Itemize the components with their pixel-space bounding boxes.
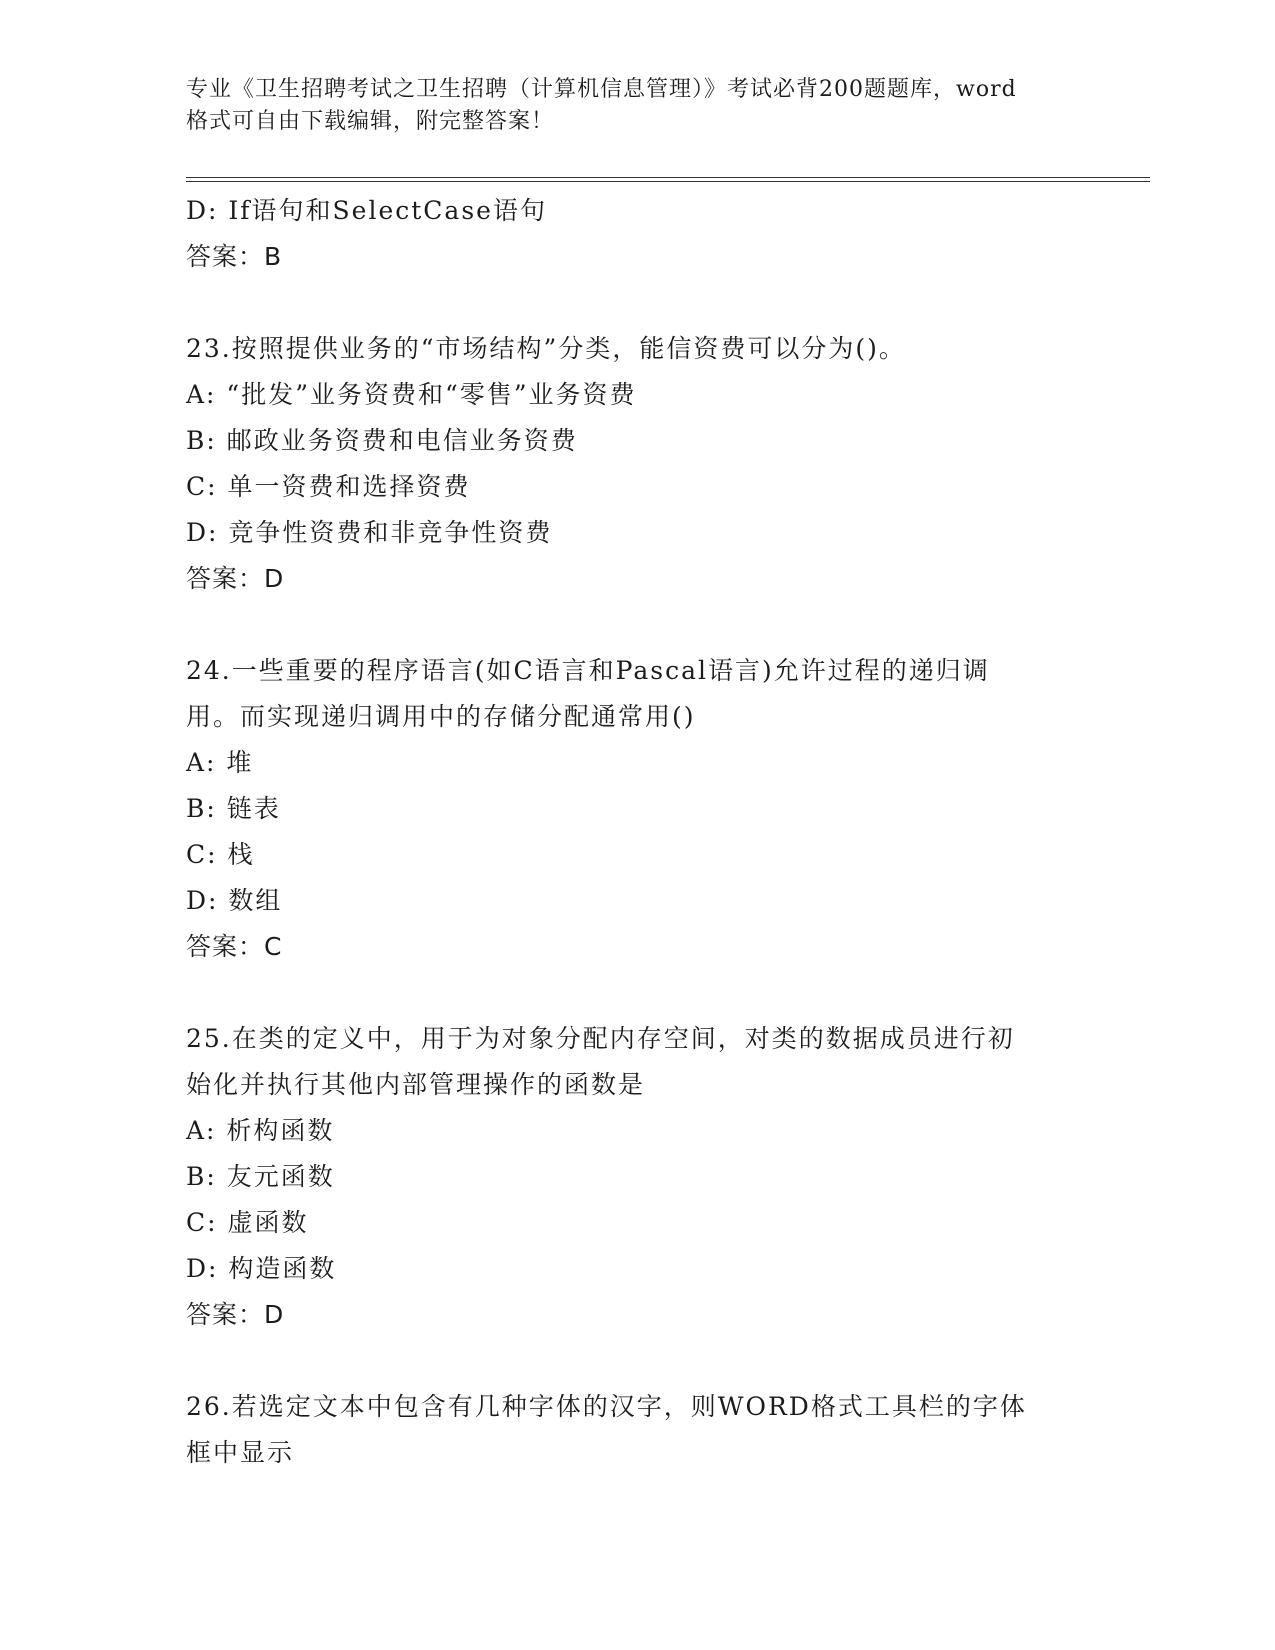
question-stem-line-1: 24.一些重要的程序语言(如C语言和Pascal语言)允许过程的递归调 — [186, 656, 990, 685]
question-23 — [186, 326, 1126, 602]
header-divider — [186, 177, 1150, 182]
question-stem-line-1: 25.在类的定义中，用于为对象分配内存空间，对类的数据成员进行初 — [186, 1024, 1015, 1053]
option-b: B: 友元函数 — [186, 1162, 335, 1191]
question-stem-line-2: 框中显示 — [186, 1438, 295, 1467]
option-b: B: 链表 — [186, 794, 281, 823]
option-d: D: 构造函数 — [186, 1254, 337, 1283]
option-a: A: 析构函数 — [186, 1116, 335, 1145]
answer: 答案：C — [186, 932, 283, 961]
document-header — [186, 74, 1086, 138]
question-24 — [186, 648, 1126, 970]
answer: 答案：D — [186, 564, 285, 593]
question-stem: 23.按照提供业务的“市场结构”分类，能信资费可以分为()。 — [186, 334, 906, 363]
answer: 答案：B — [186, 242, 283, 271]
question-spacer — [186, 280, 1126, 326]
question-spacer — [186, 602, 1126, 648]
question-spacer — [186, 970, 1126, 1016]
option-d: D: 竞争性资费和非竞争性资费 — [186, 518, 553, 547]
question-spacer — [186, 1338, 1126, 1384]
option-b: B: 邮政业务资费和电信业务资费 — [186, 426, 578, 455]
header-title-line-1: 专业《卫生招聘考试之卫生招聘（计算机信息管理）》考试必背200题题库，word — [186, 77, 1017, 102]
question-22 — [186, 188, 1126, 280]
option-c: C: 虚函数 — [186, 1208, 309, 1237]
option-a: A: “批发”业务资费和“零售”业务资费 — [186, 380, 637, 409]
option-d: D: If语句和SelectCase语句 — [186, 196, 547, 225]
question-list — [186, 188, 1126, 1476]
answer: 答案：D — [186, 1300, 285, 1329]
option-c: C: 单一资费和选择资费 — [186, 472, 471, 501]
question-stem-line-2: 始化并执行其他内部管理操作的函数是 — [186, 1070, 646, 1099]
question-25 — [186, 1016, 1126, 1338]
header-title-line-2: 格式可自由下载编辑，附完整答案！ — [186, 109, 555, 134]
option-d: D: 数组 — [186, 886, 283, 915]
option-a: A: 堆 — [186, 748, 254, 777]
question-26 — [186, 1384, 1126, 1476]
option-c: C: 栈 — [186, 840, 255, 869]
question-stem-line-1: 26.若选定文本中包含有几种字体的汉字，则WORD格式工具栏的字体 — [186, 1392, 1027, 1421]
question-stem-line-2: 用。而实现递归调用中的存储分配通常用() — [186, 702, 696, 731]
